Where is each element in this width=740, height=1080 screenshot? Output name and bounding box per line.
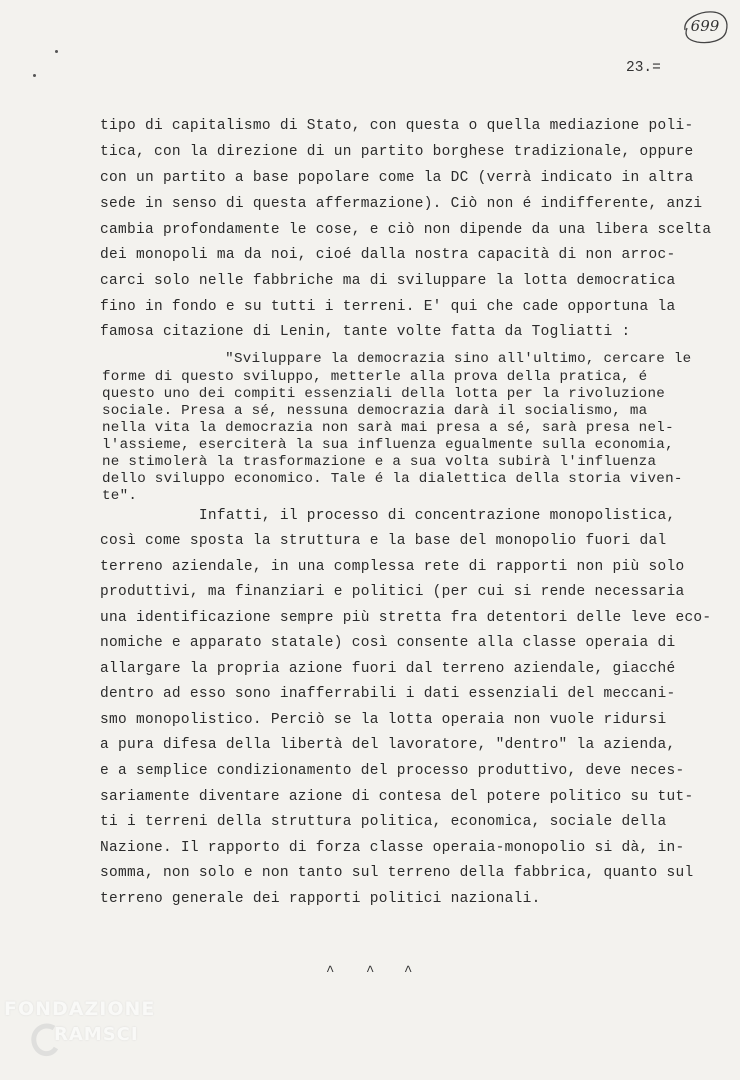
archive-stamp-number <box>679 8 731 46</box>
fondazione-gramsci-watermark <box>4 994 194 1074</box>
archive-number: 699 <box>690 17 720 35</box>
caret-mark: ^ <box>366 964 375 980</box>
text-line: così come sposta la struttura e la base del monopolio fuori dal <box>100 533 667 549</box>
text-line: somma, non solo e non tanto sul terreno della fabbrica, quanto sul <box>100 865 694 881</box>
text-line: smo monopolistico. Perciò se la lotta operaia non vuole ridursi <box>100 712 667 728</box>
quote-line: dello sviluppo economico. Tale é la dialettica della storia viven- <box>102 471 683 487</box>
text-line: tipo di capitalismo di Stato, con questa o quella mediazione poli- <box>100 118 694 134</box>
text-line: Infatti, il processo di concentrazione monopolistica, <box>100 508 676 524</box>
text-line: nomiche e apparato statale) così consente alla classe operaia di <box>100 635 676 651</box>
text-line: ti i terreni della struttura politica, economica, sociale della <box>100 814 667 830</box>
text-line: dei monopoli ma da noi, cioé dalla nostra capacità di non arroc- <box>100 247 676 263</box>
quote-line: sociale. Presa a sé, nessuna democrazia darà il socialismo, ma <box>102 403 648 419</box>
quote-line: te". <box>102 488 138 504</box>
section-end-ornament <box>326 964 422 978</box>
paper-speck <box>33 74 36 77</box>
text-line: con un partito a base popolare come la DC (verrà indicato in altra <box>100 170 694 186</box>
text-line: allargare la propria azione fuori dal terreno aziendale, giacché <box>100 661 676 677</box>
quote-line: l'assieme, eserciterà la sua influenza egualmente sulla economia, <box>102 437 674 453</box>
text-line: carci solo nelle fabbriche ma di sviluppare la lotta democratica <box>100 273 676 289</box>
text-line: a pura difesa della libertà del lavoratore, "dentro" la azienda, <box>100 737 676 753</box>
paper-speck <box>55 50 58 53</box>
caret-mark: ^ <box>404 964 413 980</box>
text-line: e a semplice condizionamento del processo produttivo, deve neces- <box>100 763 685 779</box>
quote-line: "Sviluppare la democrazia sino all'ultimo, cercare le <box>102 351 692 367</box>
text-line: terreno generale dei rapporti politici nazionali. <box>100 891 541 907</box>
text-line: terreno aziendale, in una complessa rete di rapporti non più solo <box>100 559 685 575</box>
text-line: sede in senso di questa affermazione). Ciò non é indifferente, anzi <box>100 196 703 212</box>
text-line: sariamente diventare azione di contesa del potere politico su tut- <box>100 789 694 805</box>
quote-line: ne stimolerà la trasformazione e a sua volta subirà l'influenza <box>102 454 657 470</box>
text-line: produttivi, ma finanziari e politici (per cui si rende necessaria <box>100 584 685 600</box>
text-line: Nazione. Il rapporto di forza classe operaia-monopolio si dà, in- <box>100 840 685 856</box>
text-line: dentro ad esso sono inafferrabili i dati essenziali del meccani- <box>100 686 676 702</box>
text-line: tica, con la direzione di un partito borghese tradizionale, oppure <box>100 144 694 160</box>
watermark-line-2: RAMSCI <box>54 1024 139 1045</box>
watermark-line-1: FONDAZIONE <box>4 998 156 1020</box>
text-line: fino in fondo e su tutti i terreni. E' qui che cade opportuna la <box>100 299 676 315</box>
text-line: famosa citazione di Lenin, tante volte fatta da Togliatti : <box>100 324 631 340</box>
quote-line: questo uno dei compiti essenziali della lotta per la rivoluzione <box>102 386 666 402</box>
quote-line: nella vita la democrazia non sarà mai presa a sé, sarà presa nel- <box>102 420 674 436</box>
caret-mark: ^ <box>326 964 335 980</box>
text-line: una identificazione sempre più stretta fra detentori delle leve eco- <box>100 610 712 626</box>
text-line: cambia profondamente le cose, e ciò non dipende da una libera scelta <box>100 222 712 238</box>
page-number: 23.= <box>626 60 661 76</box>
quote-line: forme di questo sviluppo, metterle alla prova della pratica, é <box>102 369 648 385</box>
